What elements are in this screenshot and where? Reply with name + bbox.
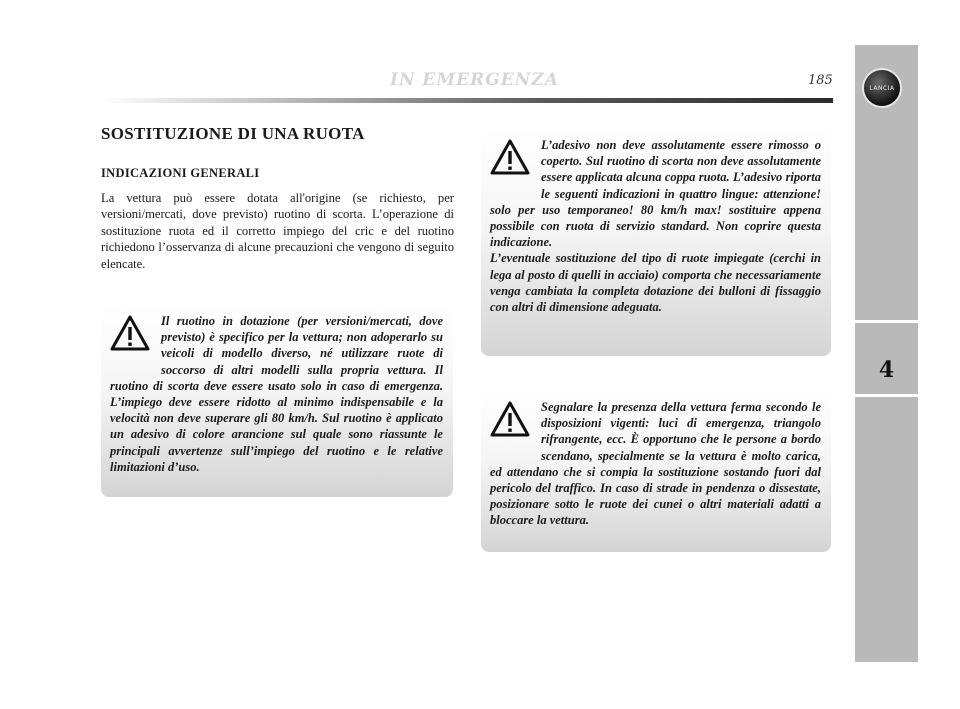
warning-text: L’adesivo non deve assolutamente essere rimosso o coperto. Sul ruotino di scorta non deve assolutamente essere applicata alcuna coppa ruota. L’adesivo riporta le seguenti indicazioni in quattro lingue: attenzione! solo per uso temporaneo! 80 km/h max! sostituire appena possibile con ruota di servizio standard. Non coprire questa indicazione. xyxy=(490,138,821,250)
warning-text: Segnalare la presenza della vettura ferma secondo le disposizioni vigenti: luci di emergenza, triangolo rifrangente, ecc. È opportuno che le persone a bordo scendano, specialmente se la vettura è molto carica, ed attendano che si compia la sostituzione sostando fuori dal pericolo del traffico. In caso di strade in pendenza o dissestate, posizionare sotto le ruote dei cunei o altri materiali adatti a bloccare la vettura. xyxy=(490,400,821,528)
warning-triangle-icon xyxy=(490,401,535,449)
warning-text-secondary: L’eventuale sostituzione del tipo di ruote impiegate (cerchi in lega al posto di quelli in acciaio) comporta che necessariamente venga cambiata la completa dotazione dei bulloni di fissaggio con altri di dimensione adeguata. xyxy=(490,251,821,315)
warning-triangle-icon xyxy=(490,139,535,187)
warning-box-ruotino xyxy=(101,304,453,497)
running-header-title: IN EMERGENZA xyxy=(390,70,559,90)
warning-box-segnalare xyxy=(481,390,831,552)
intro-paragraph: La vettura può essere dotata all'origine (se richiesto, per versioni/mercati, dove previsto) ruotino di scorta. L’operazione di sostituzione ruota ed il corretto impiego del cric e del ruotino richiedono l’osservanza di alcune precauzioni che vengono di seguito elencate. xyxy=(101,191,454,271)
logo-text: LANCIA xyxy=(869,84,895,92)
tab-divider-bottom xyxy=(855,394,918,397)
tab-divider-top xyxy=(855,320,918,323)
section-title: SOSTITUZIONE DI UNA RUOTA xyxy=(101,124,365,143)
chapter-number: 4 xyxy=(878,357,895,383)
warning-text: Il ruotino in dotazione (per versioni/mercati, dove previsto) è specifico per la vettura; non adoperarlo su veicoli di modello diverso, né utilizzare ruote di soccorso di altri modelli sulla propria vettura. Il ruotino di scorta deve essere usato solo in caso di emergenza. L’impiego deve essere ridotto al minimo indispensabile e la velocità non deve superare gli 80 km/h. Sul ruotino è applicato un adesivo di colore arancione sul quale sono riassunte le principali avvertenze sull’impiego del ruotino e le relative limitazioni d’uso. xyxy=(110,314,443,474)
warning-triangle-icon xyxy=(110,315,155,363)
warning-box-adesivo xyxy=(481,128,831,356)
chapter-side-tab xyxy=(855,45,918,662)
lancia-logo xyxy=(862,68,902,108)
section-subheading: INDICAZIONI GENERALI xyxy=(101,166,260,180)
header-divider xyxy=(100,98,833,103)
page-number: 185 xyxy=(808,73,833,88)
